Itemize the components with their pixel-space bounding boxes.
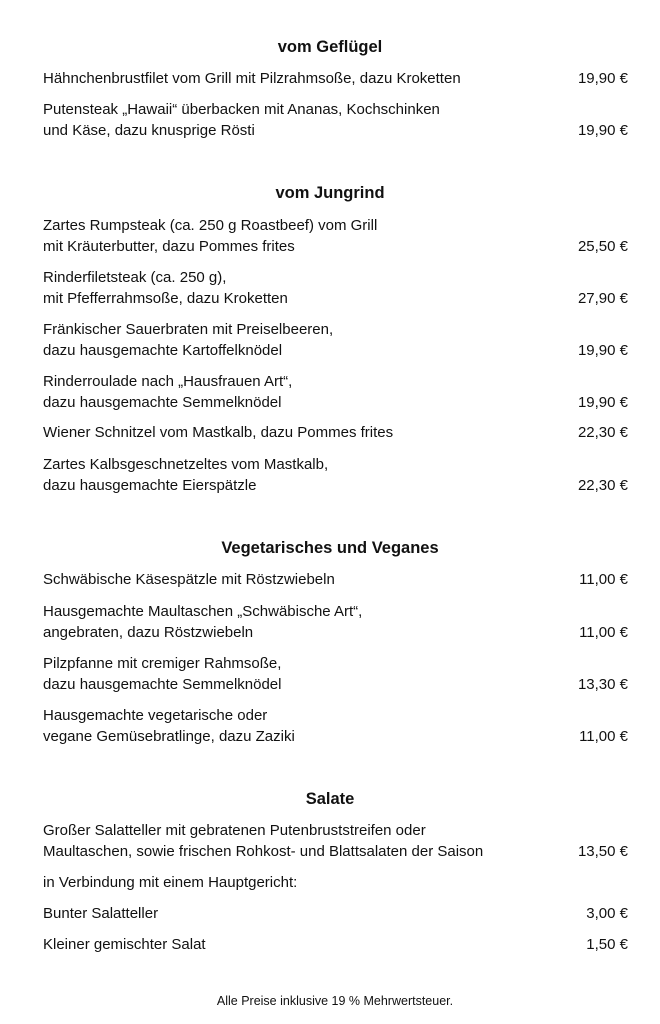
section-title-salate: Salate: [305, 790, 355, 808]
item-price: 11,00 €: [579, 624, 628, 641]
menu-item: [43, 653, 628, 695]
section-title-jungrind: vom Jungrind: [275, 184, 385, 202]
item-price: 22,30 €: [577, 477, 628, 494]
item-description: dazu hausgemachte Semmelknödel: [43, 394, 282, 411]
menu-item: [43, 705, 628, 747]
item-price: 13,30 €: [577, 676, 628, 693]
menu-item: [43, 215, 628, 257]
item-description: Kleiner gemischter Salat: [43, 936, 206, 953]
item-price: 22,30 €: [577, 424, 628, 441]
item-price: 19,90 €: [577, 122, 628, 139]
item-description: Schwäbische Käsespätzle mit Röstzwiebeln: [43, 571, 335, 588]
item-description: Pilzpfanne mit cremiger Rahmsoße,: [43, 655, 282, 672]
item-description: Zartes Rumpsteak (ca. 250 g Roastbeef) vom Grill: [43, 217, 378, 234]
item-price: 27,90 €: [577, 290, 628, 307]
item-description: Fränkischer Sauerbraten mit Preiselbeeren,: [43, 321, 334, 338]
item-price: 11,00 €: [579, 571, 628, 588]
item-description: Hausgemachte Maultaschen „Schwäbische Art“,: [43, 603, 363, 620]
item-description: dazu hausgemachte Eierspätzle: [43, 477, 257, 494]
menu-item: [43, 68, 628, 89]
menu-item: [43, 903, 628, 924]
item-description: Putensteak „Hawaii“ überbacken mit Ananas, Kochschinken: [43, 101, 440, 118]
item-price: 19,90 €: [577, 70, 628, 87]
item-price: 19,90 €: [577, 342, 628, 359]
menu-item: [43, 99, 628, 141]
menu-item: [43, 422, 628, 443]
salad-note: in Verbindung mit einem Hauptgericht:: [43, 874, 298, 891]
section-title-gefluegel: vom Geflügel: [277, 38, 383, 56]
menu-item: [43, 601, 628, 643]
item-price: 1,50 €: [586, 936, 628, 953]
item-description: Großer Salatteller mit gebratenen Putenbruststreifen oder: [43, 822, 426, 839]
item-description: Maultaschen, sowie frischen Rohkost- und Blattsalaten der Saison: [43, 843, 484, 860]
item-description: Rinderfiletsteak (ca. 250 g),: [43, 269, 227, 286]
menu-item: [43, 454, 628, 496]
item-price: 25,50 €: [577, 238, 628, 255]
item-price: 3,00 €: [586, 905, 628, 922]
menu-item: [43, 319, 628, 361]
item-description: Wiener Schnitzel vom Mastkalb, dazu Pommes frites: [43, 424, 394, 441]
item-description: Bunter Salatteller: [43, 905, 159, 922]
section-title-vegetarisch: Vegetarisches und Veganes: [221, 539, 439, 557]
item-description: Rinderroulade nach „Hausfrauen Art“,: [43, 373, 293, 390]
item-description: Hähnchenbrustfilet vom Grill mit Pilzrahmsoße, dazu Kroketten: [43, 70, 461, 87]
vat-footnote: Alle Preise inklusive 19 % Mehrwertsteuer.: [216, 994, 454, 1008]
item-description: Hausgemachte vegetarische oder: [43, 707, 268, 724]
item-description: vegane Gemüsebratlinge, dazu Zaziki: [43, 728, 295, 745]
item-price: 11,00 €: [579, 728, 628, 745]
item-description: Zartes Kalbsgeschnetzeltes vom Mastkalb,: [43, 456, 329, 473]
menu-item: [43, 569, 628, 590]
item-description: dazu hausgemachte Kartoffelknödel: [43, 342, 283, 359]
item-price: 19,90 €: [577, 394, 628, 411]
item-description: dazu hausgemachte Semmelknödel: [43, 676, 282, 693]
item-description: angebraten, dazu Röstzwiebeln: [43, 624, 254, 641]
item-description: und Käse, dazu knusprige Rösti: [43, 122, 255, 139]
item-description: mit Pfefferrahmsoße, dazu Kroketten: [43, 290, 288, 307]
menu-item: [43, 267, 628, 309]
item-price: 13,50 €: [577, 843, 628, 860]
menu-item: [43, 820, 628, 862]
menu-item: [43, 371, 628, 413]
menu-item: [43, 934, 628, 955]
item-description: mit Kräuterbutter, dazu Pommes frites: [43, 238, 295, 255]
